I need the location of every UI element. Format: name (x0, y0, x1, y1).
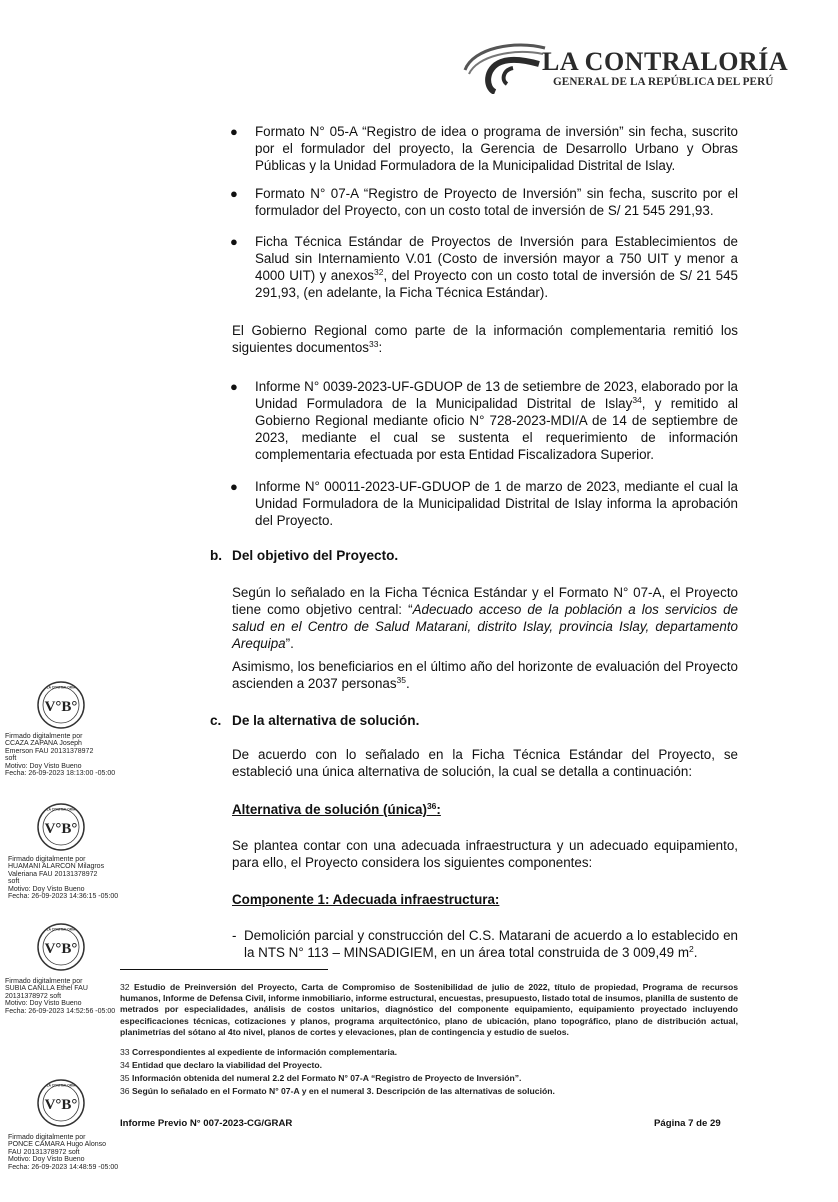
bullet-icon: ● (230, 186, 238, 201)
footnote-divider (120, 969, 328, 970)
footnote-36: 36 Según lo señalado en el Formato N° 07-A y en el numeral 3. Descripción de las alternativas de solución. (120, 1086, 555, 1096)
signature-block: Firmado digitalmente por PONCE CAMARA Hugo Alonso FAU 20131378972 soft Motivo: Doy Visto Bueno Fecha: 26-09-2023 14:48:59 -05:00 (8, 1134, 119, 1171)
paragraph-gobierno: El Gobierno Regional como parte de la información complementaria remitió los siguientes documentos$^{33}$: (232, 323, 738, 355)
svg-text:V°B°: V°B° (44, 941, 78, 957)
footnote-33: 33 Correspondientes al expediente de información complementaria. (120, 1047, 397, 1057)
paragraph-beneficiarios: Asimismo, los beneficiarios en el último año del horizonte de evaluación del Proyecto ascienden a 2037 personas$^{35}$. (232, 659, 738, 691)
vobo-seal-icon (36, 802, 86, 852)
footnote-35: 35 Información obtenida del numeral 2.2 del Formato N° 07-A “Registro de Proyecto de Inversión”. (120, 1073, 522, 1083)
bullet-text: Ficha Técnica Estándar de Proyectos de Inversión para Establecimientos de Salud sin Internamiento V.01 (Costo de inversión mayor a 750 UIT y menor a 4000 UIT) y anexos$^{32}$, del Proyecto con un costo total de inversión de S/ 21 545 291,93, (en adelante, la Ficha Técnica Estándar). (255, 234, 738, 300)
bullet-text: Formato N° 07-A “Registro de Proyecto de Inversión” sin fecha, suscrito por el formulador del Proyecto, con un costo total de inversión de S/ 21 545 291,93. (255, 186, 738, 218)
report-number: Informe Previo N° 007-2023-CG/GRAR (120, 1118, 293, 1129)
logo-subtitle: GENERAL DE LA REPÚBLICA DEL PERÚ (553, 76, 774, 88)
footnote-ref: 35 (396, 675, 407, 685)
svg-text:LA CONTRALORÍA: LA CONTRALORÍA (46, 1083, 76, 1088)
section-heading-c: c. De la alternativa de solución. (210, 713, 420, 728)
svg-text:LA CONTRALORÍA: LA CONTRALORÍA (46, 927, 76, 932)
logo-title: LA CONTRALORÍA (542, 47, 789, 76)
footnote-ref: 36 (426, 801, 437, 811)
dash-marker: - (232, 928, 237, 943)
footnote-ref: 34 (632, 395, 642, 405)
list-item-text: Demolición parcial y construcción del C.S. Matarani de acuerdo a lo establecido en la NTS N° 113 – MINSADIGIEM, en un área total construida de 3 009,49 $m^2$. (244, 928, 738, 960)
bullet-text: Informe N° 00011-2023-UF-GDUOP de 1 de marzo de 2023, mediante el cual la Unidad Formuladora de la Municipalidad Distrital de Islay informa la aprobación del Proyecto. (255, 479, 738, 528)
list-item (230, 185, 738, 221)
signature-block: Firmado digitalmente por HUAMANI ALARCON Milagros Valeriana FAU 20131378972 soft Motivo: Doy Visto Bueno Fecha: 26-09-2023 14:36:15 -05:00 (8, 856, 119, 901)
list-item (232, 927, 738, 963)
bullet-icon: ● (230, 234, 238, 249)
vobo-seal-icon (36, 1078, 86, 1128)
bullet-text: Informe N° 0039-2023-UF-GDUOP de 13 de setiembre de 2023, elaborado por la Unidad Formuladora de la Municipalidad Distrital de Islay$^{34}$, y remitido al Gobierno Regional mediante oficio N° 728-2023-MDI/A de 14 de septiembre de 2023, mediante el cual se sustenta el requerimiento de información complementaria efectuada por esta Entidad Fiscalizadora Superior. (255, 379, 738, 462)
signature-block: Firmado digitalmente por CCAZA ZAPANA Joseph Emerson FAU 20131378972 soft Motivo: Doy Visto Bueno Fecha: 26-09-2023 18:13:00 -05:00 (5, 733, 116, 778)
bullet-icon: ● (230, 479, 238, 494)
svg-text:LA CONTRALORÍA: LA CONTRALORÍA (46, 807, 76, 812)
bullet-icon: ● (230, 124, 238, 139)
footnote-ref: 32 (373, 267, 384, 277)
signature-block: Firmado digitalmente por SUBIA CANLLA Ethel FAU 20131378972 soft Motivo: Doy Visto Bueno Fecha: 26-09-2023 14:52:56 -05:00 (5, 978, 116, 1015)
vobo-seal-icon (36, 922, 86, 972)
list-item (230, 378, 738, 466)
paragraph-componentes: Se plantea contar con una adecuada infraestructura y un adecuado equipamiento, para ello, el Proyecto considera los siguientes componentes: (232, 838, 738, 870)
list-item (230, 233, 738, 303)
svg-text:V°B°: V°B° (44, 1097, 78, 1113)
list-item (230, 478, 738, 530)
paragraph-objetivo: Según lo señalado en la Ficha Técnica Estándar y el Formato N° 07-A, el Proyecto tiene como objetivo central: “Adecuado acceso de la población a los servicios de salud en el Centro de Salud Matarani, distrito Islay, provincia Islay, departamento Arequipa”. (232, 585, 738, 651)
section-heading-b: b. Del objetivo del Proyecto. (210, 548, 399, 563)
componente-title: Componente 1: Adecuada infraestructura: (232, 892, 500, 907)
contraloria-logo-icon (455, 40, 547, 94)
bullet-text: Formato N° 05-A “Registro de idea o programa de inversión” sin fecha, suscrito por el formulador del proyecto, la Gerencia de Desarrollo Urbano y Obras Públicas y la Unidad Formuladora de la Municipalidad Distrital de Islay. (255, 124, 738, 173)
alternativa-title: Alternativa de solución (única)$^{36}$: (232, 801, 441, 817)
paragraph-alternativa: De acuerdo con lo señalado en la Ficha Técnica Estándar del Proyecto, se estableció una única alternativa de solución, la cual se detalla a continuación: (232, 747, 738, 779)
bullet-icon: ● (230, 379, 238, 394)
list-item (230, 123, 738, 175)
footnote-34: 34 Entidad que declaro la viabilidad del Proyecto. (120, 1060, 323, 1070)
page-number: Página 7 de 29 (654, 1118, 721, 1129)
vobo-seal-icon (36, 680, 86, 730)
footnote-ref: 33 (368, 339, 379, 349)
svg-text:LA CONTRALORÍA: LA CONTRALORÍA (46, 685, 76, 690)
svg-text:V°B°: V°B° (44, 821, 78, 837)
footnote-32: 32 Estudio de Preinversión del Proyecto, Carta de Compromiso de Sostenibilidad de julio de 2022, título de propiedad, Programa de recursos humanos, Informe de Defensa Civil, informe inmobiliario, informe estructural, encuestas, presupuesto, listado total de insumos, planilla de sustento de metrados por especialidades, análisis de costos unitarios, diagnóstico del componente equipamiento, equipamiento proyectado incluyendo especificaciones técnicas, cotizaciones y planos, programa arquitectónico, plano de ubicación, plano topográfico, plano de distribución actual, planimetrías del sótano al 4to nivel, planos de cortes y elevaciones, plan de contingencia y estudio de suelos. (120, 982, 738, 1037)
svg-text:V°B°: V°B° (44, 699, 78, 715)
